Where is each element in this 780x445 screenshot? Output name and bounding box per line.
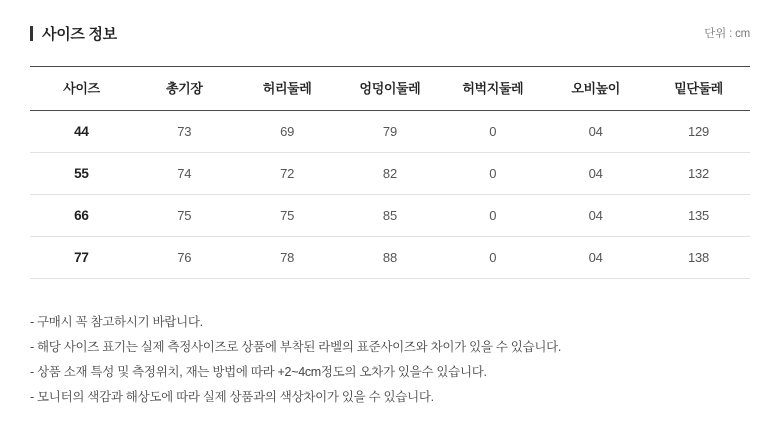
cell-thigh: 0	[441, 237, 544, 279]
table-header	[30, 67, 750, 111]
section-header	[30, 0, 750, 66]
cell-hem: 135	[647, 195, 750, 237]
column-header-size: 사이즈	[30, 67, 133, 111]
column-header-band-height: 오비높이	[544, 67, 647, 111]
cell-hip: 85	[339, 195, 442, 237]
cell-hem: 129	[647, 111, 750, 153]
cell-size: 55	[30, 153, 133, 195]
table-row	[30, 195, 750, 237]
note-item: - 모니터의 색감과 해상도에 따라 실제 상품과의 색상차이가 있을 수 있습니다.	[30, 390, 434, 404]
size-table	[30, 66, 750, 279]
table-body	[30, 111, 750, 279]
cell-waist: 69	[236, 111, 339, 153]
table-header-row	[30, 67, 750, 111]
column-header-thigh: 허벅지둘레	[441, 67, 544, 111]
cell-size: 44	[30, 111, 133, 153]
cell-total-length: 76	[133, 237, 236, 279]
unit-label: 단위 : cm	[704, 28, 750, 40]
cell-waist: 75	[236, 195, 339, 237]
title-wrap	[30, 23, 117, 44]
cell-waist: 72	[236, 153, 339, 195]
table-row	[30, 153, 750, 195]
cell-total-length: 74	[133, 153, 236, 195]
note-item: - 상품 소재 특성 및 측정위치, 재는 방법에 따라 +2~4cm정도의 오차가 있을수 있습니다.	[30, 365, 487, 379]
column-header-hip: 엉덩이둘레	[339, 67, 442, 111]
note-item: - 구매시 꼭 참고하시기 바랍니다.	[30, 315, 203, 329]
cell-thigh: 0	[441, 153, 544, 195]
cell-hem: 138	[647, 237, 750, 279]
cell-band-height: 04	[544, 111, 647, 153]
notes-list	[30, 310, 750, 410]
title-accent-bar	[30, 26, 33, 41]
cell-hip: 88	[339, 237, 442, 279]
cell-thigh: 0	[441, 111, 544, 153]
cell-hip: 79	[339, 111, 442, 153]
cell-hip: 82	[339, 153, 442, 195]
cell-thigh: 0	[441, 195, 544, 237]
page-title: 사이즈 정보	[42, 25, 117, 43]
column-header-hem: 밑단둘레	[647, 67, 750, 111]
cell-band-height: 04	[544, 195, 647, 237]
table-row	[30, 237, 750, 279]
note-item: - 해당 사이즈 표기는 실제 측정사이즈로 상품에 부착된 라벨의 표준사이즈와 차이가 있을 수 있습니다.	[30, 340, 562, 354]
column-header-waist: 허리둘레	[236, 67, 339, 111]
cell-size: 77	[30, 237, 133, 279]
cell-size: 66	[30, 195, 133, 237]
cell-total-length: 75	[133, 195, 236, 237]
cell-band-height: 04	[544, 153, 647, 195]
cell-total-length: 73	[133, 111, 236, 153]
cell-hem: 132	[647, 153, 750, 195]
cell-waist: 78	[236, 237, 339, 279]
cell-band-height: 04	[544, 237, 647, 279]
table-row	[30, 111, 750, 153]
column-header-total-length: 총기장	[133, 67, 236, 111]
